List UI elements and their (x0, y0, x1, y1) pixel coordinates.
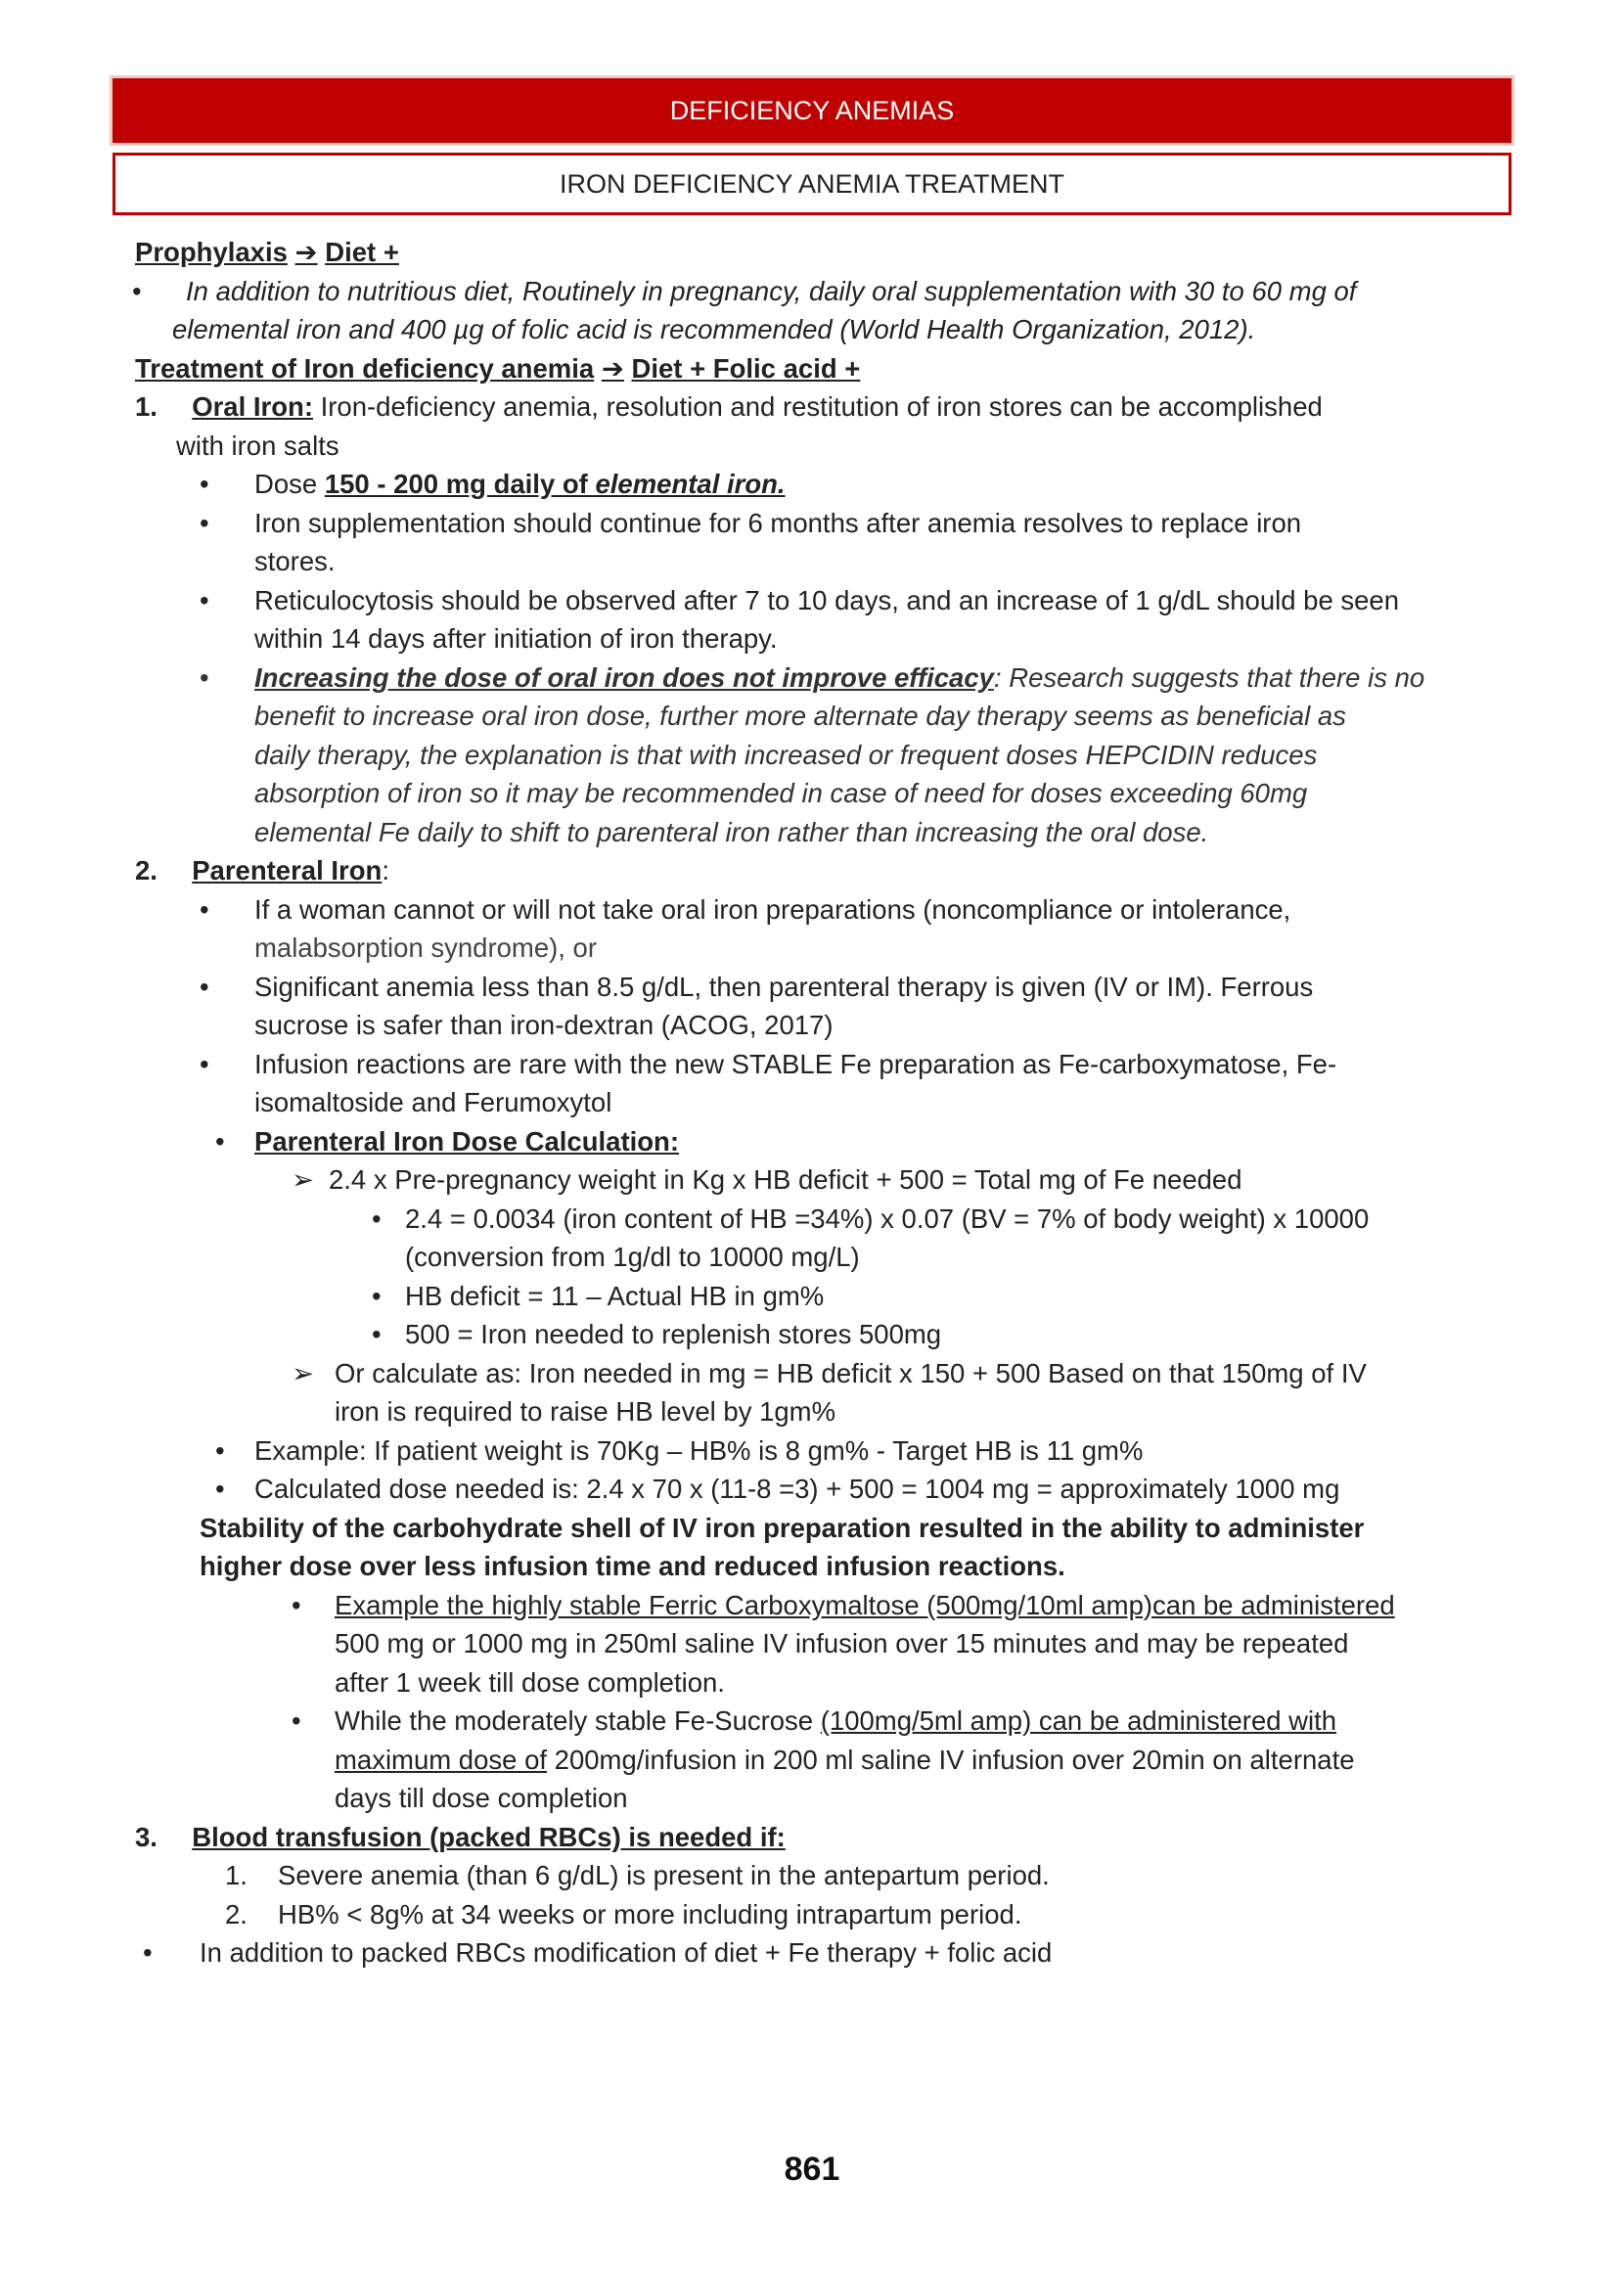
carboxymaltose-example: • Example the highly stable Ferric Carboxymaltose (500mg/10ml amp)can be administered (135, 1586, 1505, 1625)
bullet-icon: • (215, 1474, 225, 1504)
prophylaxis-text-cont: elemental iron and 400 µg of folic acid is recommended (World Health Organization, 2012). (172, 314, 1256, 344)
transfusion-item (135, 1818, 1505, 1857)
oral-iron-item: 1. Oral Iron: Iron-deficiency anemia, resolution and restitution of iron stores can be accomplished (135, 391, 1323, 422)
bullet-icon: • (143, 1937, 153, 1968)
transfusion-title: Blood transfusion (packed RBCs) is needed if: (192, 1821, 786, 1852)
transfusion-criterion-1: 1. Severe anemia (than 6 g/dL) is present in the antepartum period. (135, 1856, 1505, 1895)
arrowhead-icon: ➢ (292, 1357, 315, 1388)
section-header (113, 78, 1511, 143)
bullet-icon: • (200, 1048, 209, 1079)
bullet-icon: • (372, 1203, 382, 1234)
bullet-icon: • (200, 584, 209, 615)
bullet-icon: • (215, 1125, 225, 1157)
list-number: 2. (225, 1898, 248, 1930)
bullet-icon: • (200, 507, 209, 538)
parenteral-bullet-3: • Infusion reactions are rare with the new STABLE Fe preparation as Fe-carboxymatose, Fe- (135, 1045, 1505, 1084)
example-bullet: • Example: If patient weight is 70Kg – HB% is 8 gm% - Target HB is 11 gm% (135, 1431, 1505, 1471)
bullet-icon: • (292, 1589, 301, 1620)
oral-iron-title: Oral Iron: (192, 391, 313, 422)
treatment-heading: Treatment of Iron deficiency anemia ➔ Diet + Folic acid + (135, 352, 861, 384)
parenteral-bullet-1: • If a woman cannot or will not take oral iron preparations (noncompliance or intolerance, (135, 890, 1505, 930)
oral-iron-dose: • Dose 150 - 200 mg daily of elemental iron. (135, 465, 1505, 504)
bullet-icon: • (200, 661, 209, 693)
fe-sucrose-example: • While the moderately stable Fe-Sucrose (100mg/5ml amp) can be administered with (135, 1702, 1505, 1741)
list-number: 2. (135, 855, 158, 885)
bullet-icon: • (372, 1319, 382, 1349)
bullet-icon: • (215, 1434, 225, 1466)
arrow-icon: ➔ (294, 237, 318, 267)
transfusion-final-bullet: • In addition to packed RBCs modification of diet + Fe therapy + folic acid (135, 1933, 1505, 1973)
subsection-header (113, 153, 1511, 215)
arrow-icon: ➔ (601, 352, 624, 384)
calculated-dose-bullet: • Calculated dose needed is: 2.4 x 70 x (11-8 =3) + 500 = 1004 mg = approximately 1000 mg (135, 1470, 1505, 1509)
oral-iron-bullet-4: • Increasing the dose of oral iron does not improve efficacy: Research suggests that there is no (135, 658, 1505, 698)
formula-2: ➢ Or calculate as: Iron needed in mg = HB deficit x 150 + 500 Based on that 150mg of IV (135, 1354, 1505, 1393)
page-number: 861 (784, 2151, 840, 2188)
formula-sub-2: • HB deficit = 11 – Actual HB in gm% (135, 1277, 1505, 1316)
list-number: 1. (225, 1860, 248, 1890)
bullet-icon: • (372, 1280, 382, 1311)
transfusion-criterion-2: 2. HB% < 8g% at 34 weeks or more including intrapartum period. (135, 1895, 1505, 1934)
parenteral-iron-item: 2. Parenteral Iron: (135, 855, 389, 885)
list-number: 1. (135, 391, 158, 422)
oral-iron-intro-cont: with iron salts (176, 430, 339, 461)
dose-calculation-heading: • Parenteral Iron Dose Calculation: (135, 1122, 1505, 1161)
bullet-icon: • (132, 275, 142, 306)
subsection-title: IRON DEFICIENCY ANEMIA TREATMENT (559, 168, 1065, 199)
bullet-icon: • (200, 971, 209, 1002)
bullet-icon: • (200, 893, 209, 925)
parenteral-iron-title: Parenteral Iron (192, 855, 383, 885)
document-body: Prophylaxis ➔ Diet + • In addition to nutritious diet, Routinely in pregnancy, daily oral supplementation with 30 to 60 mg of elemental iron and 400 µg of folic acid is recommended (World Health Organization, 2012). Treatment of Iron deficiency anemia ➔ Diet + Folic acid + 1. Oral Iron: Iron-deficiency anemia, resolution and restitution of iron stores can be accomplished with iron salts • Dose 150 - 200 mg daily of elemental iron. • Iron supplementation should continue for 6 months after anemia resolves to replace iron stores. • Reticulocytosis should be observed after 7 to 10 days, and an increase of 1 g/dL should be seen within 14 days after initiation of iron therapy. • Increasing the dose of oral iron does not improve efficacy: Research suggests that there is no benefit to increase oral iron dose, further more alternate day therapy seems as beneficial as daily therapy, the explanation is that with increased or frequent doses HEPCIDIN reduces absorption of iron so it may be recommended in case of need for doses exceeding 60mg elemental Fe daily to shift to parenteral iron rather than increasing the oral dose. 2. Parenteral Iron: • If a woman cannot or will not take oral iron preparations (noncompliance or intolerance, malabsorption syndrome), or • Significant anemia less than 8.5 g/dL, then parenteral therapy is given (IV or IM). Ferrous sucrose is safer than iron-dextran (ACOG, 2017) • Infusion reactions are rare with the new STABLE Fe preparation as Fe-carboxymatose, Fe- isomaltoside and Ferumoxytol • Parenteral Iron Dose Calculation: ➢ 2.4 x Pre-pregnancy weight in Kg x HB deficit + 500 = Total mg of Fe needed • 2.4 = 0.0034 (iron content of HB =34%) x 0.07 (BV = 7% of body weight) x 10000 (conversion from 1g/dl to 10000 mg/L) • HB deficit = 11 – Actual HB in gm% • 500 = Iron needed to replenish stores 500mg ➢ Or calculate as: Iron needed in mg = HB deficit x 150 + 500 Based on that 150mg of IV iron is required to raise HB level by 1gm% • Example: If patient weight is 70Kg – HB% is 8 gm% - Target HB is 11 gm% • Calculated dose needed is: 2.4 x 70 x (11-8 =3) + 500 = 1004 mg = approximately 1000 mg Stability of the carbohydrate shell of IV iron preparation resulted in the ability to administer higher dose over less infusion time and reduced infusion reactions. • Example the highly stable Ferric Carboxymaltose (500mg/10ml amp)can be administered 500 mg or 1000 mg in 250ml saline IV infusion over 15 minutes and may be repeated after 1 week till dose completion. • While the moderately stable Fe-Sucrose (100mg/5ml amp) can be administered with maximum dose of 200mg/infusion in 200 ml saline IV infusion over 20min on alternate days till dose completion 3. Blood transfusion (packed RBCs) is needed if: 1. Severe anemia (than 6 g/dL) is present in the antepartum period. 2. HB% < 8g% at 34 weeks or more including intrapartum period. • In addition to packed RBCs modification of diet + Fe therapy + folic acid (135, 233, 1505, 1973)
parenteral-bullet-2: • Significant anemia less than 8.5 g/dL, then parenteral therapy is given (IV or IM). Ferrous (135, 968, 1505, 1007)
oral-iron-bullet-3: • Reticulocytosis should be observed after 7 to 10 days, and an increase of 1 g/dL should be seen (135, 581, 1505, 620)
bullet-icon: • (292, 1705, 301, 1736)
formula-1: ➢ 2.4 x Pre-pregnancy weight in Kg x HB deficit + 500 = Total mg of Fe needed (135, 1160, 1505, 1200)
prophylaxis-heading: Prophylaxis ➔ Diet + (135, 237, 399, 267)
list-number: 3. (135, 1821, 158, 1852)
section-title: DEFICIENCY ANEMIAS (669, 95, 955, 125)
arrowhead-icon: ➢ (292, 1164, 315, 1195)
formula-sub-1: • 2.4 = 0.0034 (iron content of HB =34%) x 0.07 (BV = 7% of body weight) x 10000 (135, 1200, 1505, 1239)
prophylaxis-bullet: • In addition to nutritious diet, Routinely in pregnancy, daily oral supplementation with 30 to 60 mg of (135, 272, 1505, 311)
formula-sub-3: • 500 = Iron needed to replenish stores 500mg (135, 1315, 1505, 1354)
stability-note: Stability of the carbohydrate shell of IV iron preparation resulted in the ability to administer (200, 1512, 1365, 1543)
bullet-icon: • (200, 469, 209, 499)
oral-iron-bullet-2: • Iron supplementation should continue for 6 months after anemia resolves to replace iron (135, 504, 1505, 543)
